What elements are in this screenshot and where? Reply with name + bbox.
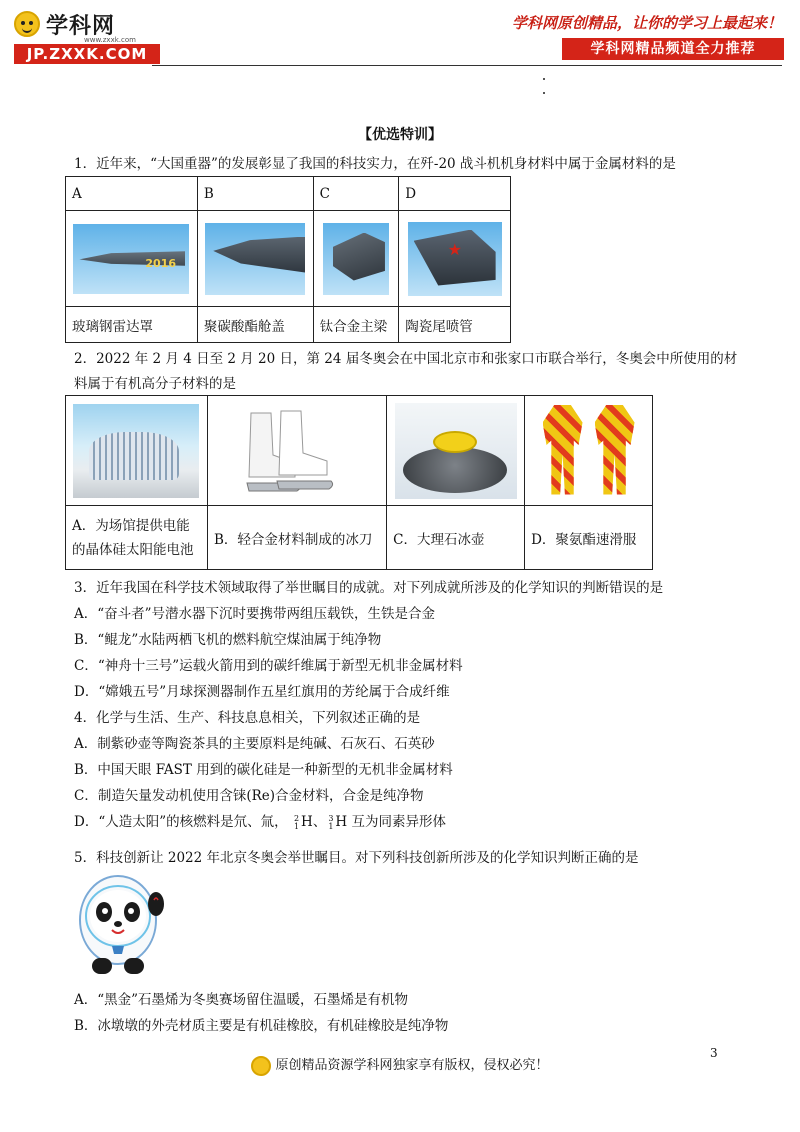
- venue-building-image: [73, 404, 199, 498]
- curling-stone-handle: [433, 431, 477, 453]
- q1-image-cell-b: [197, 211, 313, 307]
- isotope-symbol: H: [335, 814, 348, 830]
- venue-building-shape: [89, 432, 179, 480]
- q2-option-b: B．轻合金材料制成的冰刀: [207, 506, 386, 570]
- jet-number-badge: 2016: [145, 256, 177, 270]
- q2-image-cell-d: [525, 396, 653, 506]
- q1-option-desc: 玻璃钢雷达罩: [66, 307, 198, 343]
- dot-mark: [543, 78, 545, 80]
- q4-choice-c: C．制造矢量发动机使用含铼(Re)合金材料，合金是纯净物: [74, 788, 424, 804]
- q2-image-cell-c: [387, 396, 525, 506]
- section-title: 【优选特训】: [358, 127, 442, 143]
- q1-option-letter: D: [399, 177, 511, 211]
- logo-mascot-icon: [14, 11, 40, 37]
- question-2-text-line2: 料属于有机高分子材料的是: [74, 376, 236, 392]
- logo-small-url: www.zxxk.com: [84, 36, 136, 44]
- star-icon: ★: [447, 239, 462, 259]
- q1-image-cell-d: [399, 211, 511, 307]
- q1-image-cell-c: [313, 211, 399, 307]
- isotope-tritium: [328, 815, 333, 831]
- curling-stone-body: [403, 447, 507, 493]
- q1-option-desc: 钛合金主梁: [313, 307, 399, 343]
- q1-option-letter: C: [313, 177, 399, 211]
- header-slogan: 学科网原创精品，让你的学习上最起来！: [511, 14, 782, 32]
- isotope-symbol: H: [301, 814, 313, 830]
- curling-stone-image: [395, 403, 517, 499]
- jet-canopy-image: [205, 223, 305, 295]
- question-1-text: 1．近年来，“大国重器”的发展彰显了我国的科技实力，在歼-20 战斗机机身材料中属于金属材料的是: [74, 156, 676, 172]
- q1-options-table: [65, 176, 511, 343]
- question-2-text-line1: 2．2022 年 2 月 4 日至 2 月 20 日，第 24 届冬奥会在中国北京市和张家口市联合举行，冬奥会中所使用的材: [74, 351, 738, 367]
- isotope-number: 1: [328, 821, 334, 831]
- q5-choice-b: B．冰墩墩的外壳材质主要是有机硅橡胶，有机硅橡胶是纯净物: [74, 1018, 449, 1034]
- q3-choice-b: B．“鲲龙”水陆两栖飞机的燃料航空煤油属于纯净物: [74, 632, 382, 648]
- q2-option-c: C．大理石冰壶: [387, 506, 525, 570]
- isotope-deuterium: [294, 815, 299, 831]
- suit-pattern: [595, 405, 635, 495]
- footer-copyright: 原创精品资源学科网独家享有版权，侵权必究！: [275, 1058, 549, 1073]
- dot-mark: [543, 92, 545, 94]
- q2-option-a-line2: 的晶体硅太阳能电池: [72, 541, 194, 558]
- page-footer: [0, 1054, 800, 1076]
- jet-nose-image: [73, 224, 189, 294]
- skates-image: [237, 403, 357, 499]
- zxxk-logo[interactable]: [14, 8, 164, 64]
- isotope-mass: 3: [328, 813, 334, 823]
- q4-choice-d: [74, 810, 446, 831]
- q4-choice-d-tail: 互为同素异形体: [351, 814, 446, 830]
- q2-image-cell-a: [66, 396, 208, 506]
- jet-body-shape: [333, 233, 385, 281]
- q4-choice-b: B．中国天眼 FAST 用到的碳化硅是一种新型的无机非金属材料: [74, 762, 453, 778]
- isotope-number: 1: [293, 821, 300, 831]
- header-divider: [152, 65, 782, 66]
- question-3-text: 3．近年我国在科学技术领域取得了举世瞩目的成就。对下列成就所涉及的化学知识的判断错误的是: [74, 580, 664, 596]
- q4-choice-d-text: D．“人造太阳”的核燃料是氘、氚，: [74, 814, 288, 830]
- q1-option-letter: A: [66, 177, 198, 211]
- jet-body-image: [323, 223, 389, 295]
- logo-text: 学科网: [46, 13, 116, 39]
- question-4-text: 4．化学与生活、生产、科技息息相关，下列叙述正确的是: [74, 710, 421, 726]
- q2-image-cell-b: [207, 396, 386, 506]
- isotope-separator: 、: [312, 814, 327, 830]
- footer-mascot-icon: [251, 1056, 271, 1076]
- q1-option-desc: 陶瓷尾喷管: [399, 307, 511, 343]
- q2-option-a: [66, 506, 208, 570]
- jet-tail-image: [408, 222, 502, 296]
- q3-choice-c: C．“神舟十三号”运载火箭用到的碳纤维属于新型无机非金属材料: [74, 658, 463, 674]
- q3-choice-d: D．“嫦娥五号”月球探测器制作五星红旗用的芳纶属于合成纤维: [74, 684, 450, 700]
- suit-pattern: [543, 405, 583, 495]
- q1-image-cell-a: [66, 211, 198, 307]
- q5-choice-a: A．“黑金”石墨烯为冬奥赛场留住温暖，石墨烯是有机物: [74, 992, 409, 1008]
- q1-option-letter: B: [197, 177, 313, 211]
- isotope-mass: 2: [293, 813, 300, 823]
- q1-option-desc: 聚碳酸酯舱盖: [197, 307, 313, 343]
- logo-url-bar: JP.ZXXK.COM: [14, 44, 160, 64]
- question-5-text: 5．科技创新让 2022 年北京冬奥会举世瞩目。对下列科技创新所涉及的化学知识判断正确的是: [74, 850, 639, 866]
- q2-option-d: D．聚氨酯速滑服: [525, 506, 653, 570]
- skating-suit-image: [535, 401, 643, 501]
- q4-choice-a: A．制紫砂壶等陶瓷茶具的主要原料是纯碱、石灰石、石英砂: [74, 736, 435, 752]
- q2-option-a-line1: A．为场馆提供电能: [72, 517, 190, 534]
- bing-dwen-dwen-mascot-image: [74, 870, 166, 980]
- q3-choice-a: A．“奋斗者”号潜水器下沉时要携带两组压载铁，生铁是合金: [74, 606, 436, 622]
- q2-options-table: [65, 395, 653, 570]
- page-number: 3: [710, 1046, 718, 1060]
- page-header: [0, 0, 800, 70]
- recommend-banner: 学科网精品频道全力推荐: [562, 38, 784, 60]
- jet-canopy-shape: [213, 237, 305, 273]
